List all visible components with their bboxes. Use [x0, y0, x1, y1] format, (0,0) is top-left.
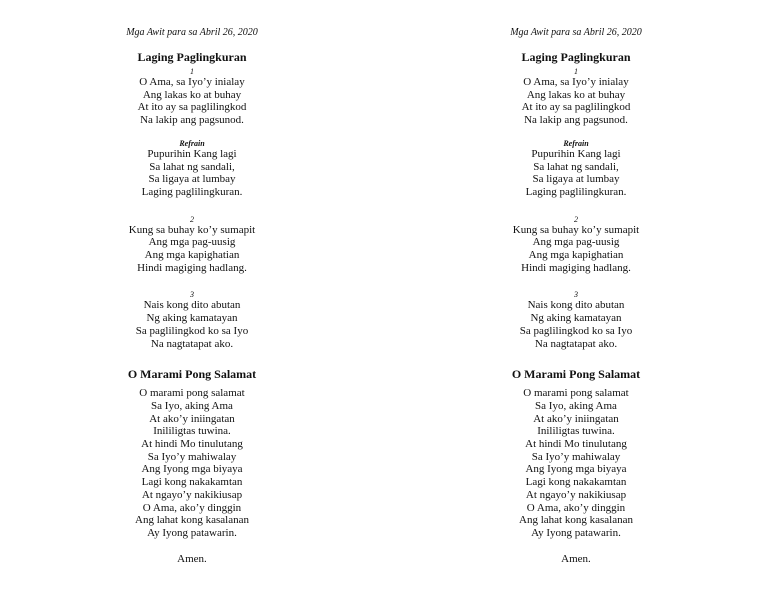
song-title: O Marami Pong Salamat — [511, 367, 641, 382]
lyric-line: Na lakip ang pagsunod. — [524, 114, 628, 127]
lyric-line: O Ama, ako’y dinggin — [142, 501, 242, 514]
verse-number: 3 — [574, 290, 578, 300]
verse-number: 1 — [190, 67, 194, 76]
song-title: O Marami Pong Salamat — [127, 367, 257, 382]
lyric-line: Kung sa buhay ko’y sumapit — [128, 223, 256, 236]
lyric-line: Ang mga pag-uusig — [532, 236, 620, 249]
verse-2 — [456, 215, 696, 275]
refrain — [72, 139, 312, 199]
lyric-line: Hindi magiging hadlang. — [137, 261, 247, 274]
lyric-line: Kung sa buhay ko’y sumapit — [512, 223, 640, 236]
lyric-line: Ay Iyong patawarin. — [147, 526, 237, 539]
lyric-line: Sa paglilingkod ko sa Iyo — [135, 324, 249, 337]
lyric-line: Sa ligaya at lumbay — [532, 173, 620, 186]
lyric-line: Sa lahat ng sandali, — [149, 160, 235, 173]
verse-number: 2 — [574, 214, 578, 224]
lyric-line: Ng aking kamatayan — [146, 312, 238, 325]
lyric-line: Ang mga pag-uusig — [148, 236, 236, 249]
lyric-line: Sa paglilingkod ko sa Iyo — [519, 324, 633, 337]
lyric-line: Pupurihin Kang lagi — [531, 147, 621, 160]
lyric-line: Na lakip ang pagsunod. — [140, 114, 244, 127]
refrain-label: Refrain — [563, 138, 589, 148]
lyric-line: Inililigtas tuwina. — [537, 425, 615, 438]
amen: Amen. — [561, 552, 591, 565]
lyric-line: At ito ay sa paglilingkod — [521, 101, 631, 114]
song-title: Laging Paglingkuran — [521, 50, 631, 64]
song-title: Laging Paglingkuran — [137, 50, 247, 64]
lyric-line: Na nagtatapat ako. — [534, 337, 618, 350]
lyric-line: Ang Iyong mga biyaya — [525, 463, 627, 476]
lyric-line: Sa Iyo, aking Ama — [151, 399, 233, 412]
lyric-line: At ito ay sa paglilingkod — [137, 101, 247, 114]
lyric-line: Ang lakas ko at buhay — [526, 88, 626, 101]
verse-3 — [72, 290, 312, 350]
lyric-line: Ang mga kapighatian — [144, 249, 240, 262]
verse-2 — [72, 215, 312, 275]
verse-number: 1 — [574, 67, 578, 76]
lyric-line: Nais kong dito abutan — [527, 299, 625, 312]
page-header: Mga Awit para sa Abril 26, 2020 — [126, 27, 258, 38]
lyric-line: Pupurihin Kang lagi — [147, 147, 237, 160]
refrain — [456, 139, 696, 199]
lyric-line: At ngayo’y nakikiusap — [141, 488, 243, 501]
song-2-lyrics — [456, 387, 696, 539]
lyric-line: Na nagtatapat ako. — [150, 337, 234, 350]
lyric-line: Ang mga kapighatian — [528, 249, 624, 262]
lyric-line: Ng aking kamatayan — [530, 312, 622, 325]
lyric-line: Laging paglilingkuran. — [525, 185, 627, 198]
verse-1 — [72, 67, 312, 127]
song-2-lyrics — [72, 387, 312, 539]
page-header: Mga Awit para sa Abril 26, 2020 — [510, 27, 642, 38]
lyric-line: At ngayo’y nakikiusap — [525, 488, 627, 501]
lyric-line: Laging paglilingkuran. — [141, 185, 243, 198]
lyric-line: Sa Iyo, aking Ama — [535, 399, 617, 412]
lyric-line: Nais kong dito abutan — [143, 299, 241, 312]
verse-number: 3 — [190, 290, 194, 300]
refrain-label: Refrain — [179, 138, 205, 148]
lyric-line: Sa ligaya at lumbay — [148, 173, 236, 186]
lyric-line: Inililigtas tuwina. — [153, 425, 231, 438]
lyric-line: At hindi Mo tinulutang — [141, 438, 243, 451]
lyric-line: Lagi kong nakakamtan — [525, 476, 627, 489]
lyric-line: O Ama, sa Iyo’y inialay — [523, 76, 629, 88]
lyric-line: Sa lahat ng sandali, — [533, 160, 619, 173]
lyric-line: Ang lahat kong kasalanan — [519, 514, 633, 527]
lyric-line: At hindi Mo tinulutang — [525, 438, 627, 451]
lyric-line: O marami pong salamat — [523, 387, 629, 400]
lyric-line: Ang lahat kong kasalanan — [135, 514, 249, 527]
lyric-line: Lagi kong nakakamtan — [141, 476, 243, 489]
lyric-line: At ako’y iniingatan — [533, 412, 619, 425]
amen: Amen. — [177, 552, 207, 565]
lyric-line: Sa Iyo’y mahiwalay — [531, 450, 621, 463]
lyric-line: O marami pong salamat — [139, 387, 245, 400]
lyric-line: Ang lakas ko at buhay — [142, 88, 242, 101]
lyric-line: Sa Iyo’y mahiwalay — [147, 450, 237, 463]
lyric-line: At ako’y iniingatan — [149, 412, 235, 425]
lyric-line: O Ama, sa Iyo’y inialay — [139, 76, 245, 88]
lyric-line: Ang Iyong mga biyaya — [141, 463, 243, 476]
right-column — [456, 27, 696, 566]
left-column — [72, 27, 312, 566]
verse-1 — [456, 67, 696, 127]
verse-number: 2 — [190, 214, 194, 224]
lyric-line: Ay Iyong patawarin. — [531, 526, 621, 539]
verse-3 — [456, 290, 696, 350]
lyric-line: O Ama, ako’y dinggin — [526, 501, 626, 514]
lyric-line: Hindi magiging hadlang. — [521, 261, 631, 274]
